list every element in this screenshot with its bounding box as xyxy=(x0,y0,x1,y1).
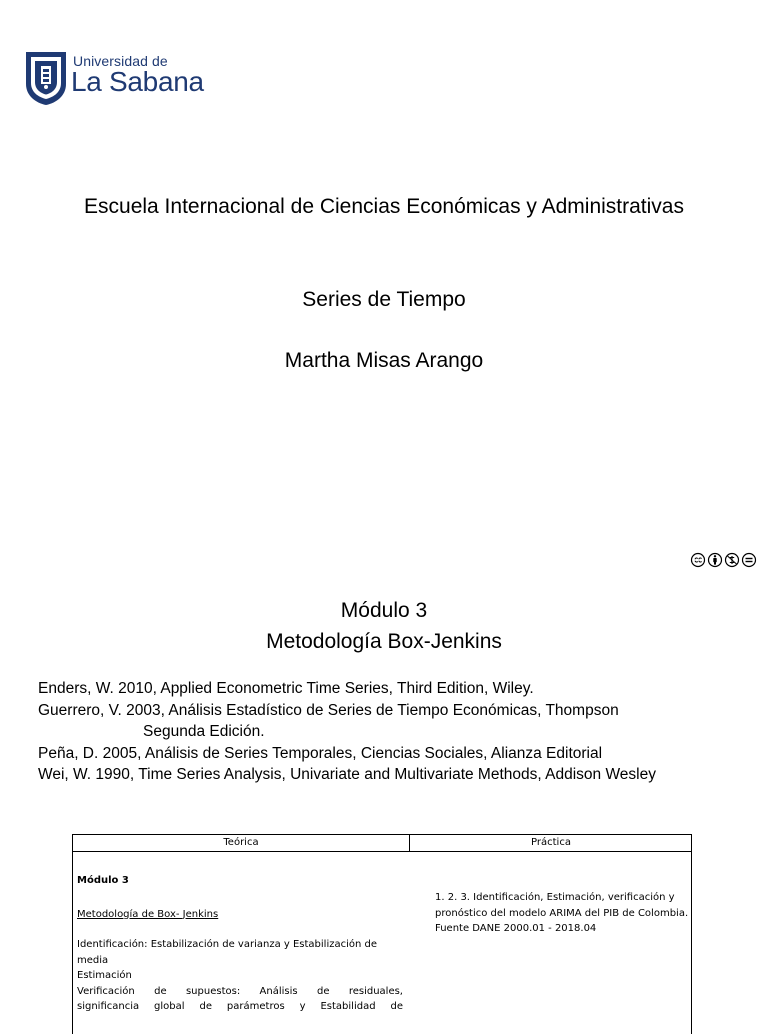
course-title: Series de Tiempo xyxy=(302,288,466,311)
university-crest-icon xyxy=(24,50,68,106)
reference-item: Peña, D. 2005, Análisis de Series Temporales, Ciencias Sociales, Alianza Editorial xyxy=(38,744,603,762)
practice-cell: 1. 2. 3. Identificación, Estimación, verificación y pronóstico del modelo ARIMA del PIB de Colombia. Fuente DANE 2000.01 - 2018.04 xyxy=(435,892,689,934)
theory-cell xyxy=(77,873,403,1015)
reference-item: Enders, W. 2010, Applied Econometric Time Series, Third Edition, Wiley. xyxy=(38,680,534,697)
reference-item: Wei, W. 1990, Time Series Analysis, Univariate and Multivariate Methods, Addison Wesley xyxy=(38,766,656,783)
table-header-row xyxy=(73,835,691,852)
syllabus-table xyxy=(72,834,692,1034)
theory-identification: Identificación: Estabilización de varianza y Estabilización de media xyxy=(77,939,378,966)
author-name: Martha Misas Arango xyxy=(284,349,484,372)
theory-module-label: Módulo 3 xyxy=(77,875,129,886)
creative-commons-by-nc-nd-icon xyxy=(690,550,762,570)
column-header-practice: Práctica xyxy=(531,837,571,848)
reference-item-continuation: Segunda Edición. xyxy=(143,723,265,740)
references-list xyxy=(38,678,758,786)
theory-estimation: Estimación xyxy=(77,970,132,981)
column-header-theory: Teórica xyxy=(223,837,259,848)
university-logo xyxy=(24,50,204,110)
theory-verification-line-2: significancia global de parámetros y Estabilidad de xyxy=(77,1001,403,1012)
school-name: Escuela Internacional de Ciencias Económicas y Administrativas xyxy=(84,195,684,218)
theory-method: Metodología de Box- Jenkins xyxy=(77,908,219,920)
logo-line-1: Universidad de xyxy=(73,53,168,69)
module-title: Módulo 3 xyxy=(340,599,428,622)
theory-verification-line-1: Verificación de supuestos: Análisis de residuales, xyxy=(77,985,403,997)
logo-line-2: La Sabana xyxy=(71,66,204,97)
module-subtitle: Metodología Box-Jenkins xyxy=(266,630,502,653)
reference-item: Guerrero, V. 2003, Análisis Estadístico de Series de Tiempo Económicas, Thompson xyxy=(38,701,619,719)
